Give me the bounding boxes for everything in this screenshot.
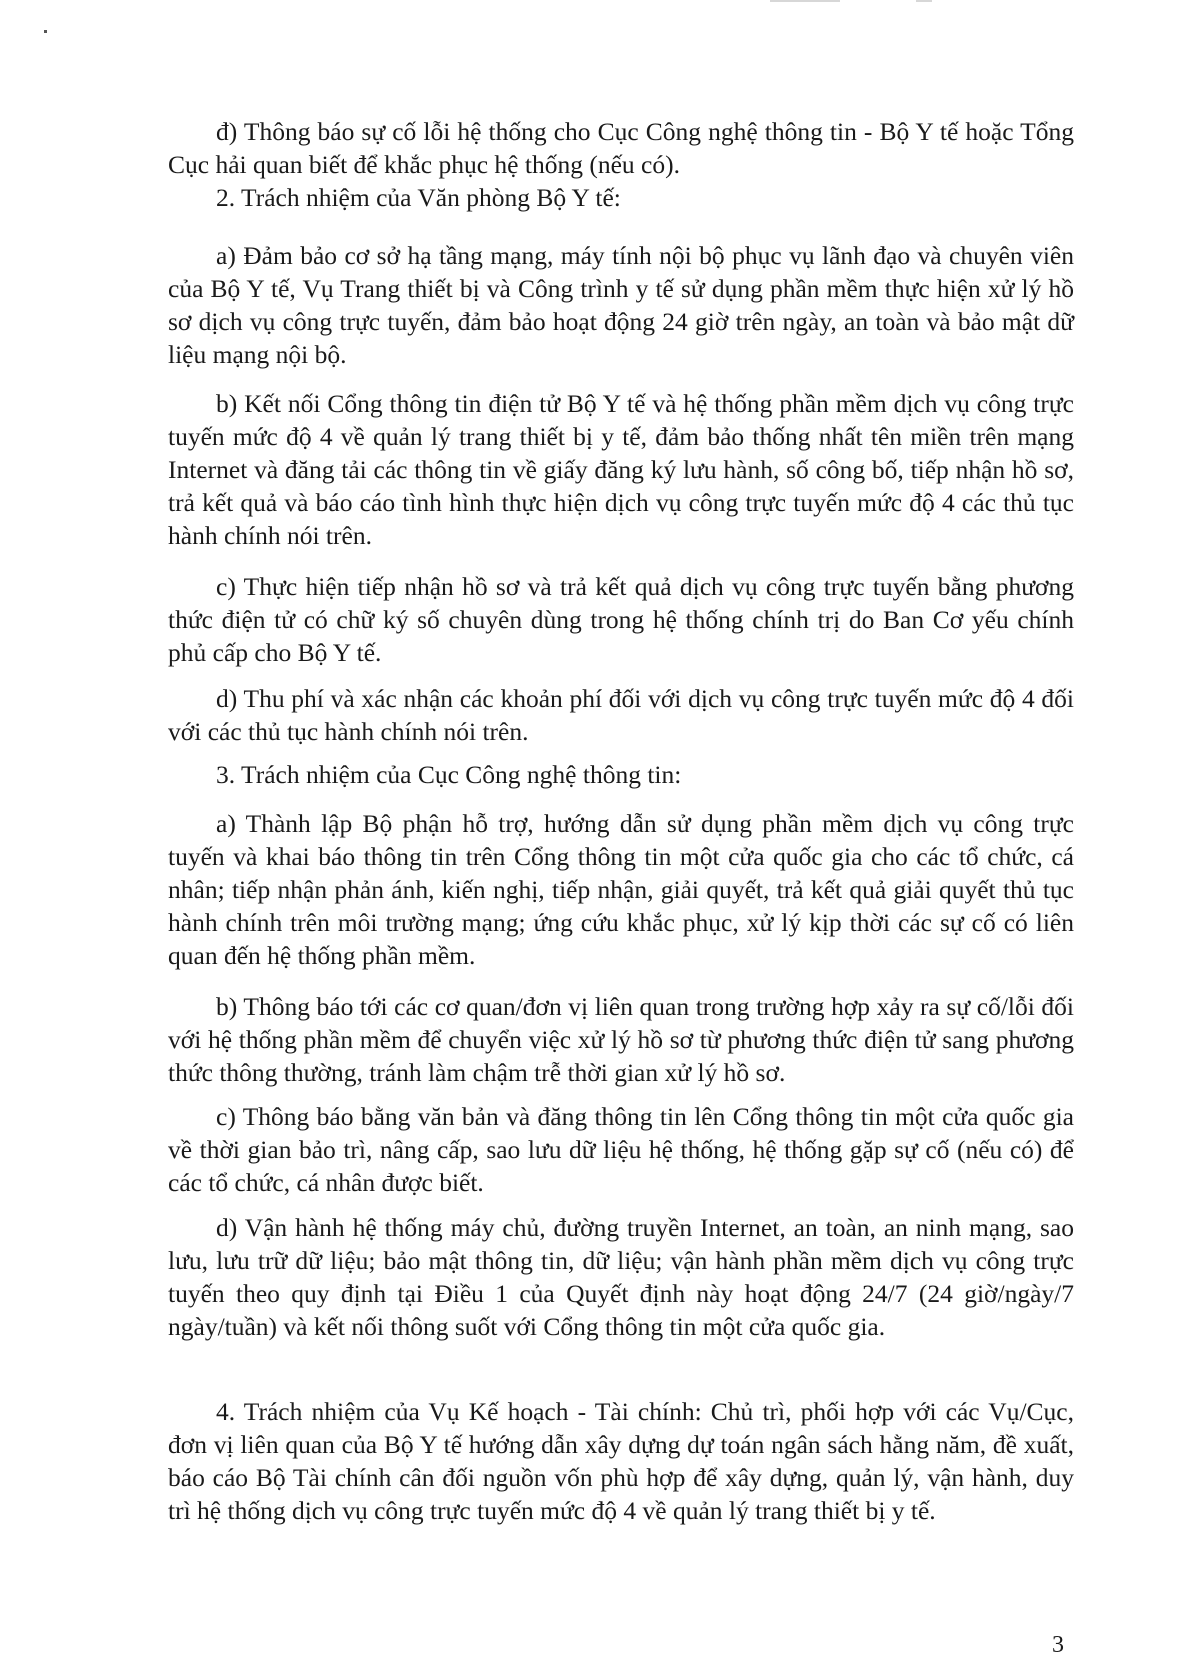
scan-edge-mark (916, 0, 932, 2)
paragraph-d-bar: đ) Thông báo sự cố lỗi hệ thống cho Cục Công nghệ thông tin - Bộ Y tế hoặc Tổng Cục hải quan biết để khắc phục hệ thống (nếu có). (168, 117, 1074, 179)
section-3-heading: 3. Trách nhiệm của Cục Công nghệ thông tin: (216, 760, 682, 789)
section-2-heading: 2. Trách nhiệm của Văn phòng Bộ Y tế: (216, 183, 621, 212)
paragraph-2b: b) Kết nối Cổng thông tin điện tử Bộ Y tế và hệ thống phần mềm dịch vụ công trực tuyến mức độ 4 về quản lý trang thiết bị y tế, đảm bảo thống nhất tên miền trên mạng Internet và đăng tải các thông tin về giấy đăng ký lưu hành, số công bố, tiếp nhận hồ sơ, trả kết quả và báo cáo tình hình thực hiện dịch vụ công trực tuyến mức độ 4 các thủ tục hành chính nói trên. (168, 389, 1074, 550)
paragraph-3c: c) Thông báo bằng văn bản và đăng thông tin lên Cổng thông tin một cửa quốc gia về thời gian bảo trì, nâng cấp, sao lưu dữ liệu hệ thống, hệ thống gặp sự cố (nếu có) để các tổ chức, cá nhân được biết. (168, 1102, 1074, 1197)
paragraph-2a: a) Đảm bảo cơ sở hạ tầng mạng, máy tính nội bộ phục vụ lãnh đạo và chuyên viên của Bộ Y tế, Vụ Trang thiết bị và Công trình y tế sử dụng phần mềm thực hiện xử lý hồ sơ dịch vụ công trực tuyến, đảm bảo hoạt động 24 giờ trên ngày, an toàn và bảo mật dữ liệu mạng nội bộ. (168, 241, 1074, 369)
paragraph-3a: a) Thành lập Bộ phận hỗ trợ, hướng dẫn sử dụng phần mềm dịch vụ công trực tuyến và khai báo thông tin trên Cổng thông tin một cửa quốc gia cho các tổ chức, cá nhân; tiếp nhận phản ánh, kiến nghị, tiếp nhận, giải quyết, trả kết quả giải quyết thủ tục hành chính trên môi trường mạng; ứng cứu khắc phục, xử lý kịp thời các sự cố có liên quan đến hệ thống phần mềm. (168, 809, 1074, 970)
scan-edge-mark (770, 0, 840, 2)
paragraph-2d: d) Thu phí và xác nhận các khoản phí đối với dịch vụ công trực tuyến mức độ 4 đối với các thủ tục hành chính nói trên. (168, 684, 1074, 746)
scan-speck (44, 30, 47, 33)
page-number: 3 (1052, 1632, 1064, 1658)
paragraph-3b: b) Thông báo tới các cơ quan/đơn vị liên quan trong trường hợp xảy ra sự cố/lỗi đối với hệ thống phần mềm để chuyển việc xử lý hồ sơ từ phương thức điện tử sang phương thức thông thường, tránh làm chậm trễ thời gian xử lý hồ sơ. (168, 992, 1074, 1087)
section-4-paragraph: 4. Trách nhiệm của Vụ Kế hoạch - Tài chính: Chủ trì, phối hợp với các Vụ/Cục, đơn vị liên quan của Bộ Y tế hướng dẫn xây dựng dự toán ngân sách hằng năm, đề xuất, báo cáo Bộ Tài chính cân đối nguồn vốn phù hợp để xây dựng, quản lý, vận hành, duy trì hệ thống dịch vụ công trực tuyến mức độ 4 về quản lý trang thiết bị y tế. (168, 1397, 1074, 1525)
paragraph-3d: d) Vận hành hệ thống máy chủ, đường truyền Internet, an toàn, an ninh mạng, sao lưu, lưu trữ dữ liệu; bảo mật thông tin, dữ liệu; vận hành phần mềm dịch vụ công trực tuyến theo quy định tại Điều 1 của Quyết định này hoạt động 24/7 (24 giờ/ngày/7 ngày/tuần) và kết nối thông suốt với Cổng thông tin một cửa quốc gia. (168, 1213, 1074, 1341)
paragraph-2c: c) Thực hiện tiếp nhận hồ sơ và trả kết quả dịch vụ công trực tuyến bằng phương thức điện tử có chữ ký số chuyên dùng trong hệ thống chính trị do Ban Cơ yếu chính phủ cấp cho Bộ Y tế. (168, 572, 1074, 667)
